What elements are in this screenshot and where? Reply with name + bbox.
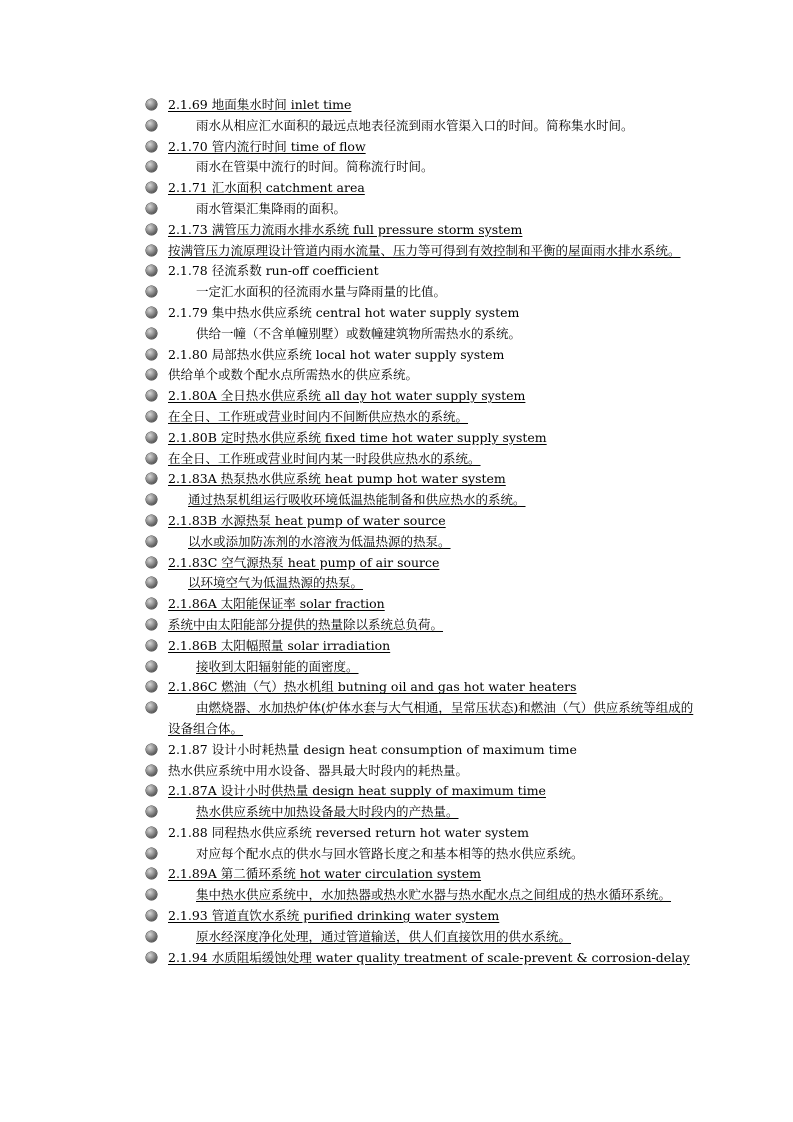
definition: 集中热水供应系统中，水加热器或热水贮水器与热水配水点之间组成的热水循环系统。 <box>196 887 672 903</box>
list-item <box>143 615 703 636</box>
bullet-icon <box>146 265 157 276</box>
term-heading: 2.1.94 水质阻垢缓蚀处理 water quality treatment of scale-prevent & corrosion-delay <box>168 949 690 965</box>
bullet-icon <box>146 931 157 942</box>
bullet-icon <box>146 765 157 776</box>
bullet-icon <box>146 785 157 796</box>
bullet-icon <box>146 349 157 360</box>
list-item <box>143 761 703 782</box>
bullet-icon <box>146 848 157 859</box>
term-heading: 2.1.73 满管压力流雨水排水系统 full pressure storm system <box>168 221 523 237</box>
term-heading: 2.1.69 地面集水时间 inlet time <box>168 97 352 112</box>
list-item <box>143 428 703 449</box>
list-item <box>143 365 703 386</box>
term-heading: 2.1.80B 定时热水供应系统 fixed time hot water supply system <box>168 429 547 445</box>
list-item <box>143 740 703 761</box>
definition: 在全日、工作班或营业时间内不间断供应热水的系统。 <box>168 408 469 424</box>
term-heading: 2.1.70 管内流行时间 time of flow <box>168 138 366 154</box>
definition: 系统中由太阳能部分提供的热量除以系统总负荷。 <box>168 616 444 632</box>
list-item <box>143 885 703 906</box>
list-item <box>143 449 703 470</box>
list-item <box>143 802 703 823</box>
term-heading: 2.1.71 汇水面积 catchment area <box>168 180 365 196</box>
bullet-icon <box>146 536 157 547</box>
bullet-icon <box>146 224 157 235</box>
list-item <box>143 823 703 844</box>
bullet-icon <box>146 952 157 963</box>
list-item <box>143 927 703 948</box>
bullet-icon <box>146 806 157 817</box>
list-item <box>143 116 703 137</box>
term-heading: 2.1.83C 空气源热泵 heat pump of air source <box>168 554 440 570</box>
definition: 一定汇水面积的径流雨水量与降雨量的比值。 <box>196 284 447 300</box>
list-item <box>143 407 703 428</box>
list-item <box>143 282 703 303</box>
definition: 按满管压力流原理设计管道内雨水流量、压力等可得到有效控制和平衡的屋面雨水排水系统。 <box>168 242 681 258</box>
bullet-icon <box>146 453 157 464</box>
list-item <box>143 594 703 615</box>
list-item <box>143 199 703 220</box>
list-item <box>143 657 703 678</box>
term-heading: 2.1.87 设计小时耗热量 design heat consumption of maximum time <box>168 741 577 757</box>
list-item <box>143 573 703 594</box>
definition: 以环境空气为低温热源的热泵。 <box>188 575 364 591</box>
bullet-icon <box>146 307 157 318</box>
list-item <box>143 386 703 407</box>
definition: 供给一幢（不含单幢别墅）或数幢建筑物所需热水的系统。 <box>196 325 522 341</box>
bullet-icon <box>146 744 157 755</box>
definition: 热水供应系统中加热设备最大时段内的产热量。 <box>196 804 459 820</box>
bullet-icon <box>146 640 157 651</box>
bullet-icon <box>146 369 157 380</box>
list-item <box>143 261 703 282</box>
document-list <box>143 95 703 968</box>
bullet-icon <box>146 910 157 921</box>
term-heading: 2.1.86B 太阳幅照量 solar irradiation <box>168 637 391 653</box>
bullet-icon <box>146 328 157 339</box>
list-item <box>143 220 703 241</box>
bullet-icon <box>146 99 157 110</box>
list-item <box>143 241 703 262</box>
term-heading: 2.1.89A 第二循环系统 hot water circulation system <box>168 866 482 882</box>
bullet-icon <box>146 494 157 505</box>
bullet-icon <box>146 203 157 214</box>
bullet-icon <box>146 161 157 172</box>
list-item <box>143 698 703 740</box>
term-heading: 2.1.87A 设计小时供热量 design heat supply of maximum time <box>168 783 546 799</box>
list-item <box>143 490 703 511</box>
list-item <box>143 677 703 698</box>
list-item <box>143 511 703 532</box>
list-item <box>143 636 703 657</box>
list-item <box>143 553 703 574</box>
bullet-icon <box>146 827 157 838</box>
definition: 热水供应系统中用水设备、器具最大时段内的耗热量。 <box>168 762 469 778</box>
term-heading: 2.1.78 径流系数 run-off coefficient <box>168 263 379 279</box>
bullet-icon <box>146 661 157 672</box>
list-item <box>143 906 703 927</box>
definition: 雨水管渠汇集降雨的面积。 <box>196 200 347 216</box>
list-item <box>143 95 703 116</box>
term-heading: 2.1.80 局部热水供应系统 local hot water supply system <box>168 346 505 362</box>
bullet-icon <box>146 702 157 713</box>
bullet-icon <box>146 577 157 588</box>
list-item <box>143 303 703 324</box>
term-heading: 2.1.88 同程热水供应系统 reversed return hot water system <box>168 824 530 840</box>
definition: 通过热泵机组运行吸收环境低温热能制备和供应热水的系统。 <box>188 492 526 508</box>
bullet-icon <box>146 619 157 630</box>
definition: 在全日、工作班或营业时间内某一时段供应热水的系统。 <box>168 450 481 466</box>
bullet-icon <box>146 432 157 443</box>
term-heading: 2.1.83A 热泵热水供应系统 heat pump hot water system <box>168 471 506 487</box>
definition: 由燃烧器、水加热炉体(炉体水套与大气相通，呈常压状态)和燃油（气）供应系统等组成的设备组合体。 <box>168 700 694 736</box>
term-heading: 2.1.80A 全日热水供应系统 all day hot water supply system <box>168 388 526 404</box>
bullet-icon <box>146 889 157 900</box>
definition: 原水经深度净化处理，通过管道输送，供人们直接饮用的供水系统。 <box>196 928 572 944</box>
bullet-icon <box>146 390 157 401</box>
term-heading: 2.1.83B 水源热泵 heat pump of water source <box>168 512 446 528</box>
bullet-icon <box>146 120 157 131</box>
list-item <box>143 948 703 969</box>
definition: 雨水从相应汇水面积的最远点地表径流到雨水管渠入口的时间。简称集水时间。 <box>196 117 634 133</box>
bullet-icon <box>146 182 157 193</box>
bullet-icon <box>146 868 157 879</box>
list-item <box>143 137 703 158</box>
bullet-icon <box>146 286 157 297</box>
bullet-icon <box>146 681 157 692</box>
bullet-icon <box>146 473 157 484</box>
definition: 供给单个或数个配水点所需热水的供应系统。 <box>168 367 419 383</box>
bullet-icon <box>146 515 157 526</box>
term-heading: 2.1.86A 太阳能保证率 solar fraction <box>168 596 385 612</box>
definition: 接收到太阳辐射能的面密度。 <box>196 658 359 674</box>
bullet-icon <box>146 141 157 152</box>
list-item <box>143 157 703 178</box>
bullet-icon <box>146 245 157 256</box>
bullet-icon <box>146 598 157 609</box>
definition: 雨水在管渠中流行的时间。简称流行时间。 <box>196 159 434 175</box>
list-item <box>143 864 703 885</box>
list-item <box>143 781 703 802</box>
list-item <box>143 324 703 345</box>
definition: 对应每个配水点的供水与回水管路长度之和基本相等的热水供应系统。 <box>196 845 584 861</box>
bullet-icon <box>146 557 157 568</box>
list-item <box>143 844 703 865</box>
list-item <box>143 178 703 199</box>
term-heading: 2.1.93 管道直饮水系统 purified drinking water system <box>168 908 500 924</box>
definition: 以水或添加防冻剂的水溶液为低温热源的热泵。 <box>188 533 451 549</box>
bullet-icon <box>146 411 157 422</box>
list-item <box>143 532 703 553</box>
term-heading: 2.1.79 集中热水供应系统 central hot water supply system <box>168 304 520 320</box>
term-heading: 2.1.86C 燃油（气）热水机组 butning oil and gas hot water heaters <box>168 679 577 695</box>
list-item <box>143 345 703 366</box>
list-item <box>143 469 703 490</box>
